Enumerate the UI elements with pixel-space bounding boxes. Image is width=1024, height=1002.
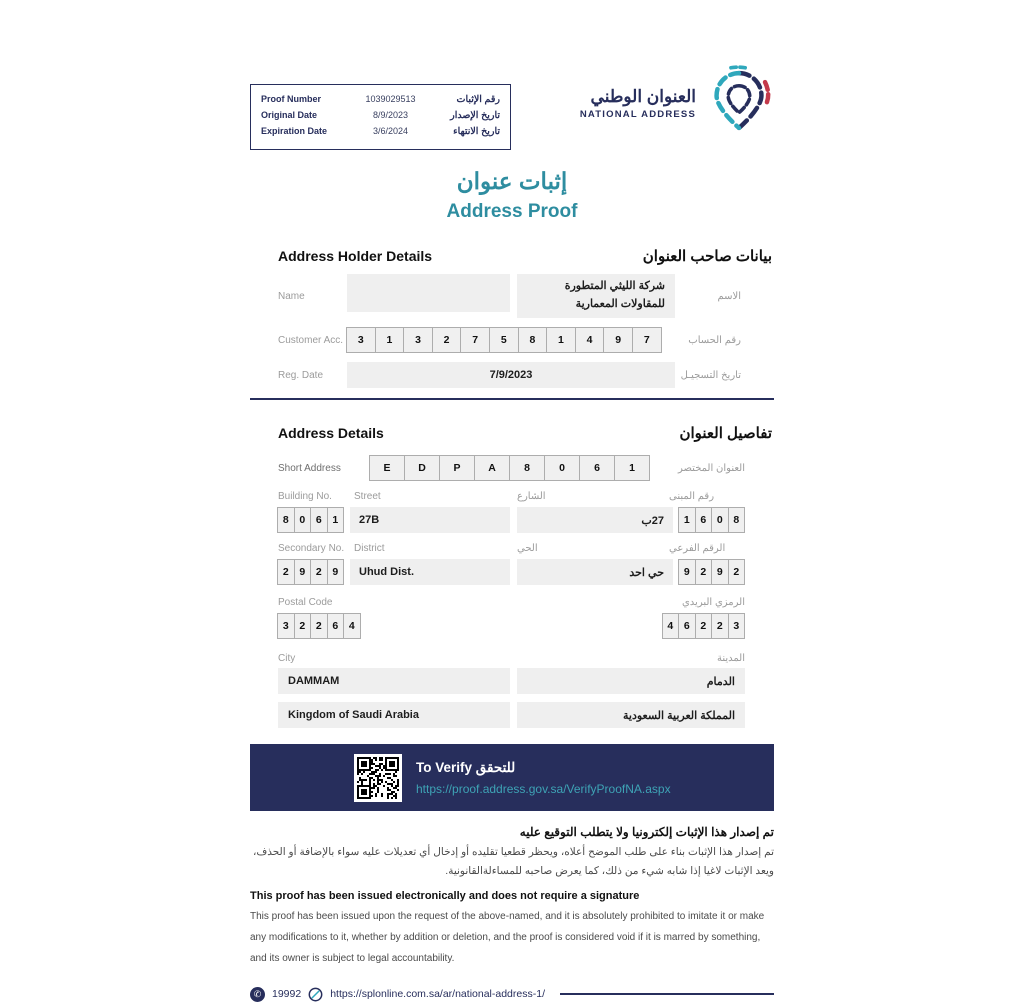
- address-section-heading: [250, 424, 774, 442]
- value-cell: 8: [518, 327, 548, 353]
- postal-code-label-ar: الرمزي البريدي: [681, 597, 745, 608]
- proof-number-label-ar: رقم الإثبات: [456, 94, 500, 105]
- value-cell: 1: [678, 507, 696, 533]
- value-cell: D: [404, 455, 440, 481]
- secondary-no-digits-en: [278, 559, 344, 585]
- footer: [250, 987, 774, 1002]
- country-value-ar: المملكة العربية السعودية: [517, 702, 745, 728]
- holder-heading-ar: بيانات صاحب العنوان: [642, 248, 772, 265]
- location-pin-icon: [704, 64, 774, 143]
- disclaimer-ar-body: تم إصدار هذا الإثبات بناء على طلب الموضح أعلاه، ويحظر قطعيا تقليده أو إدخال أي تعديلات عليه سواء بالإضافة أو الحذف، ويعد الإثبات لاغيا إذا شابه شيء من ذلك، كما يعرض صاحبه للمساءلةالقانونية.: [252, 846, 774, 878]
- city-value-en: DAMMAM: [278, 668, 510, 694]
- expiration-date-label-en: Expiration Date: [261, 126, 328, 136]
- district-value-ar: حي احد: [517, 559, 673, 585]
- value-cell: 2: [695, 613, 713, 639]
- holder-heading-en: Address Holder Details: [278, 248, 433, 264]
- building-street-row: [278, 491, 745, 533]
- street-value-ar: 27ب: [517, 507, 673, 533]
- name-label-ar: الاسم: [717, 290, 741, 302]
- postal-code-left: [278, 597, 361, 639]
- value-cell: 9: [327, 559, 345, 585]
- name-row: [250, 274, 774, 318]
- value-cell: 2: [728, 559, 746, 585]
- district-value-en: Uhud Dist.: [350, 559, 510, 585]
- header: [250, 64, 774, 150]
- secondary-district-row: [278, 543, 745, 585]
- district-label-en: District: [354, 543, 385, 554]
- value-cell: 0: [544, 455, 580, 481]
- name-label-en: Name: [278, 290, 305, 302]
- globe-icon: [308, 987, 323, 1002]
- value-cell: 1: [375, 327, 405, 353]
- postal-code-label-en: Postal Code: [278, 597, 333, 608]
- logo-text: [580, 87, 696, 120]
- value-cell: A: [474, 455, 510, 481]
- building-no-label-en: Building No.: [278, 491, 332, 502]
- footer-phone-number: 19992: [272, 988, 302, 1001]
- reg-date-label-ar: تاريخ التسجيـل: [680, 369, 741, 381]
- country-value-en: Kingdom of Saudi Arabia: [278, 702, 510, 728]
- short-address-label-en: Short Address: [278, 462, 341, 474]
- building-street-left: [278, 491, 510, 533]
- value-cell: 9: [603, 327, 633, 353]
- value-cell: 0: [711, 507, 729, 533]
- proof-number-label-en: Proof Number: [261, 94, 322, 104]
- postal-code-row: [278, 597, 745, 639]
- value-cell: 6: [579, 455, 615, 481]
- value-cell: 2: [711, 613, 729, 639]
- address-proof-document: [250, 0, 774, 1002]
- street-label-en: Street: [354, 491, 381, 502]
- value-cell: 5: [489, 327, 519, 353]
- logo-title-english: NATIONAL ADDRESS: [579, 109, 696, 120]
- value-cell: 2: [277, 559, 295, 585]
- verify-bar: [250, 744, 774, 811]
- expiration-date-value: 3/6/2024: [372, 126, 409, 136]
- district-label-ar: الحي: [517, 543, 538, 554]
- value-cell: 1: [546, 327, 576, 353]
- value-cell: 9: [294, 559, 312, 585]
- value-cell: 4: [575, 327, 605, 353]
- city-value-ar: الدمام: [517, 668, 745, 694]
- original-date-row: [261, 110, 500, 123]
- postal-code-digits-en: [278, 613, 361, 639]
- postal-code-right: [663, 597, 746, 639]
- secondary-no-digits-ar: [679, 559, 745, 585]
- city-row: [278, 668, 745, 694]
- value-cell: 1: [327, 507, 345, 533]
- country-row: [278, 702, 745, 728]
- disclaimer-arabic: [250, 825, 774, 882]
- value-cell: 2: [432, 327, 462, 353]
- value-cell: 2: [294, 613, 312, 639]
- city-labels: [278, 653, 745, 664]
- value-cell: 0: [294, 507, 312, 533]
- qr-code: [354, 754, 402, 802]
- value-cell: 9: [711, 559, 729, 585]
- section-divider: [250, 398, 774, 400]
- secondary-no-label-ar: الرقم الفرعي: [669, 543, 726, 554]
- title-arabic: إثبات عنوان: [456, 168, 568, 194]
- short-address-row: [278, 455, 745, 481]
- value-cell: E: [369, 455, 405, 481]
- value-cell: 3: [403, 327, 433, 353]
- value-cell: 9: [678, 559, 696, 585]
- value-cell: 7: [460, 327, 490, 353]
- proof-number-value: 1039029513: [365, 94, 416, 104]
- expiration-date-label-ar: تاريخ الانتهاء: [453, 126, 500, 137]
- title-english: Address Proof: [446, 201, 578, 222]
- building-no-digits-ar: [679, 507, 745, 533]
- holder-section-heading: [250, 247, 774, 265]
- address-heading-ar: تفاصيل العنوان: [679, 425, 772, 442]
- value-cell: 7: [632, 327, 662, 353]
- street-value-en: 27B: [350, 507, 510, 533]
- value-cell: 6: [327, 613, 345, 639]
- value-cell: 4: [662, 613, 680, 639]
- reg-date-label-en: Reg. Date: [278, 369, 324, 381]
- name-value-en: [347, 274, 510, 312]
- building-no-label-ar: رقم المبنى: [669, 491, 715, 502]
- document-title: [250, 168, 774, 223]
- value-cell: 2: [310, 613, 328, 639]
- value-cell: 4: [343, 613, 361, 639]
- disclaimer-en-body: This proof has been issued upon the request of the above-named, and it is absolutely prohibited to imitate it or make any modifications to it, whether by addition or deletion, and the proof is considered void if it is marred by something, and its owner is subject to legal accountability.: [250, 910, 765, 964]
- name-value-ar: شركة الليثي المتطورة للمقاولات المعمارية: [517, 274, 675, 318]
- disclaimer-en-heading: This proof has been issued electronically and does not require a signature: [250, 889, 640, 902]
- value-cell: 3: [277, 613, 295, 639]
- city-label-en: City: [278, 653, 296, 664]
- secondary-no-label-en: Secondary No.: [278, 543, 345, 554]
- footer-url-link[interactable]: https://splonline.com.sa/ar/national-address-1/: [330, 988, 545, 1001]
- value-cell: 2: [310, 559, 328, 585]
- value-cell: 3: [728, 613, 746, 639]
- expiration-date-row: [261, 126, 500, 139]
- value-cell: 1: [614, 455, 650, 481]
- original-date-label-ar: تاريخ الإصدار: [450, 110, 500, 121]
- city-label-ar: المدينة: [716, 653, 745, 664]
- proof-number-row: [261, 94, 500, 107]
- short-address-label-ar: العنوان المختصر: [677, 462, 745, 474]
- customer-account-row: [250, 327, 774, 353]
- building-no-digits-en: [278, 507, 344, 533]
- reg-date-value: 7/9/2023: [347, 362, 675, 388]
- customer-acc-label-ar: رقم الحساب: [688, 334, 741, 346]
- proof-summary-box: [250, 84, 511, 150]
- phone-icon: ✆: [250, 987, 265, 1002]
- value-cell: 6: [695, 507, 713, 533]
- original-date-label-en: Original Date: [261, 110, 318, 120]
- customer-acc-digits: [347, 327, 662, 353]
- value-cell: 6: [310, 507, 328, 533]
- value-cell: 2: [695, 559, 713, 585]
- disclaimer-ar-heading: تم إصدار هذا الإثبات إلكترونيا ولا يتطلب التوقيع عليه: [519, 825, 774, 839]
- original-date-value: 8/9/2023: [372, 110, 409, 120]
- value-cell: 8: [728, 507, 746, 533]
- value-cell: 8: [277, 507, 295, 533]
- registration-date-row: [250, 362, 774, 388]
- verify-url-link[interactable]: https://proof.address.gov.sa/VerifyProofNA.aspx: [416, 781, 671, 796]
- national-address-logo: [580, 64, 774, 143]
- verify-label: To Verify للتحقق: [416, 759, 516, 775]
- footer-rule: [560, 993, 774, 995]
- building-street-right: [517, 491, 745, 533]
- secondary-district-left: [278, 543, 510, 585]
- secondary-district-right: [517, 543, 745, 585]
- disclaimer-english: [250, 890, 774, 969]
- street-label-ar: الشارع: [517, 491, 546, 502]
- short-address-chars: [370, 455, 650, 481]
- value-cell: 8: [509, 455, 545, 481]
- value-cell: P: [439, 455, 475, 481]
- logo-title-arabic: العنوان الوطني: [590, 87, 696, 106]
- address-heading-en: Address Details: [278, 425, 384, 441]
- postal-code-digits-ar: [663, 613, 746, 639]
- value-cell: 3: [346, 327, 376, 353]
- customer-acc-label-en: Customer Acc.: [278, 334, 344, 346]
- value-cell: 6: [678, 613, 696, 639]
